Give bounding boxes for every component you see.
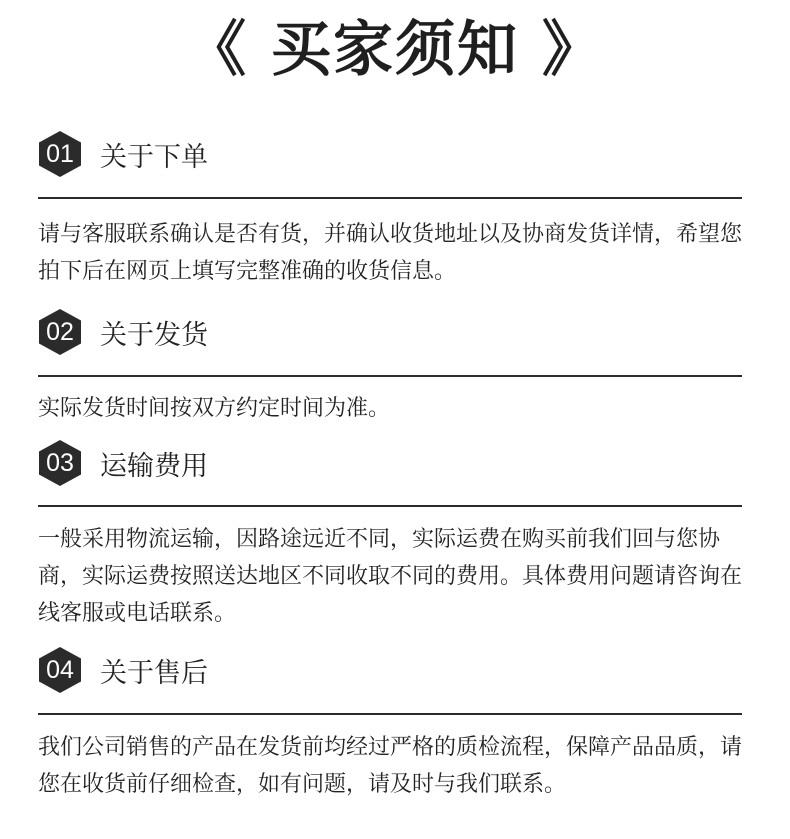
section-text: 实际发货时间按双方约定时间为准。	[38, 396, 391, 421]
hexagon-badge-icon	[38, 646, 82, 694]
section-text: 我们公司销售的产品在发货前均经过严格的质检流程，保障产品品质，请您在收货前仔细检查，如有问题，请及时与我们联系。	[38, 735, 743, 797]
section-number: 02	[46, 318, 74, 346]
section-number: 04	[46, 656, 74, 684]
section-title: 运输费用	[100, 450, 208, 482]
section-number: 01	[46, 140, 74, 168]
section-title: 关于售后	[100, 657, 208, 689]
section-header-shipping	[38, 308, 208, 356]
hexagon-badge-icon	[38, 130, 82, 178]
section-divider	[38, 197, 742, 199]
page-title: 《 买家须知 》	[186, 15, 604, 85]
section-header-ordering	[38, 130, 208, 178]
section-title: 关于下单	[100, 141, 208, 173]
section-header-after-sales	[38, 646, 208, 694]
section-number: 03	[46, 449, 74, 477]
section-text: 请与客服联系确认是否有货，并确认收货地址以及协商发货详情，希望您拍下后在网页上填写完整准确的收货信息。	[38, 222, 743, 284]
section-title: 关于发货	[100, 319, 208, 351]
section-divider	[38, 505, 742, 507]
hexagon-badge-icon	[38, 308, 82, 356]
section-text: 一般采用物流运输，因路途远近不同，实际运费在购买前我们回与您协商，实际运费按照送达地区不同收取不同的费用。具体费用问题请咨询在线客服或电话联系。	[38, 527, 743, 626]
section-header-freight	[38, 439, 208, 487]
section-divider	[38, 713, 742, 715]
hexagon-badge-icon	[38, 439, 82, 487]
section-divider	[38, 375, 742, 377]
